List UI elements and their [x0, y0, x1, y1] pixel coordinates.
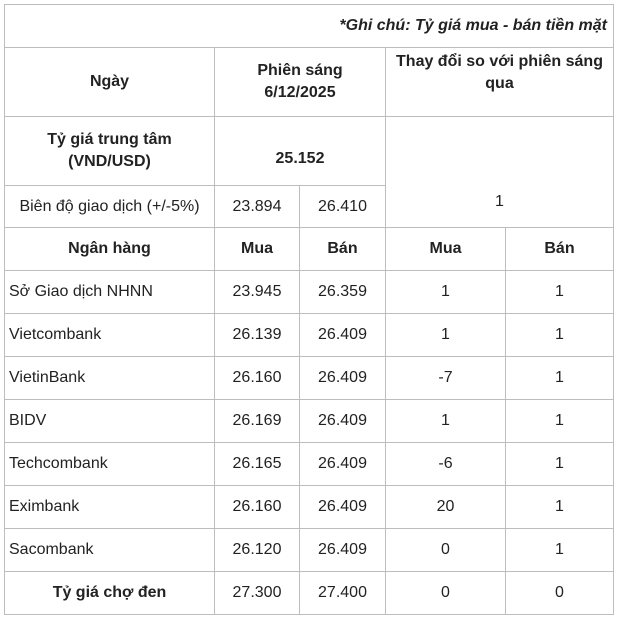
sell-rate: 26.359	[300, 271, 386, 314]
sell-change: 1	[506, 271, 614, 314]
bank-name: VietinBank	[5, 357, 215, 400]
buy-rate: 26.169	[215, 400, 300, 443]
bank-name: Techcombank	[5, 443, 215, 486]
change-sell-column-header: Bán	[506, 228, 614, 271]
buy-rate: 26.160	[215, 357, 300, 400]
day-header: Ngày	[5, 48, 215, 117]
central-rate-label-line1: Tỷ giá trung tâm	[47, 131, 172, 148]
sell-rate: 26.409	[300, 357, 386, 400]
buy-rate: 26.139	[215, 314, 300, 357]
session-header	[215, 48, 386, 117]
buy-rate: 23.945	[215, 271, 300, 314]
buy-change: 1	[386, 314, 506, 357]
black-market-label: Tỷ giá chợ đen	[5, 572, 215, 615]
cash-rate-note: *Ghi chú: Tỷ giá mua - bán tiền mặt	[5, 5, 614, 48]
sell-change: 1	[506, 357, 614, 400]
black-market-sell: 27.400	[300, 572, 386, 615]
session-date: 6/12/2025	[264, 84, 336, 101]
sell-rate: 26.409	[300, 529, 386, 572]
sell-rate: 26.409	[300, 314, 386, 357]
table-row	[5, 271, 614, 314]
bank-name: Sở Giao dịch NHNN	[5, 271, 215, 314]
buy-change: -6	[386, 443, 506, 486]
central-rate-label	[5, 117, 215, 186]
sell-rate: 26.409	[300, 400, 386, 443]
central-rate-row	[5, 117, 614, 186]
table-row	[5, 314, 614, 357]
black-market-buy-change: 0	[386, 572, 506, 615]
bank-column-header: Ngân hàng	[5, 228, 215, 271]
sell-column-header: Bán	[300, 228, 386, 271]
buy-change: 0	[386, 529, 506, 572]
buy-rate: 26.120	[215, 529, 300, 572]
sell-change: 1	[506, 486, 614, 529]
bank-name: BIDV	[5, 400, 215, 443]
table-row	[5, 443, 614, 486]
band-change-value: 1	[386, 117, 614, 228]
central-rate-label-line2: (VND/USD)	[68, 153, 151, 170]
table-row	[5, 486, 614, 529]
buy-rate: 26.165	[215, 443, 300, 486]
sell-change: 1	[506, 314, 614, 357]
buy-change: 1	[386, 400, 506, 443]
exchange-rate-table	[4, 4, 614, 615]
note-row	[5, 5, 614, 48]
session-label: Phiên sáng	[257, 62, 343, 79]
black-market-row	[5, 572, 614, 615]
buy-rate: 26.160	[215, 486, 300, 529]
bank-name: Vietcombank	[5, 314, 215, 357]
bank-name: Sacombank	[5, 529, 215, 572]
sell-rate: 26.409	[300, 486, 386, 529]
buy-column-header: Mua	[215, 228, 300, 271]
sell-change: 1	[506, 443, 614, 486]
table-row	[5, 400, 614, 443]
column-header-row	[5, 228, 614, 271]
central-rate-value: 25.152	[215, 117, 386, 186]
sell-rate: 26.409	[300, 443, 386, 486]
band-buy: 23.894	[215, 186, 300, 228]
buy-change: 20	[386, 486, 506, 529]
change-header: Thay đổi so với phiên sáng qua	[386, 48, 614, 117]
black-market-buy: 27.300	[215, 572, 300, 615]
black-market-sell-change: 0	[506, 572, 614, 615]
buy-change: 1	[386, 271, 506, 314]
sell-change: 1	[506, 529, 614, 572]
sell-change: 1	[506, 400, 614, 443]
header-row	[5, 48, 614, 117]
bank-name: Eximbank	[5, 486, 215, 529]
band-label: Biên độ giao dịch (+/-5%)	[5, 186, 215, 228]
change-buy-column-header: Mua	[386, 228, 506, 271]
band-sell: 26.410	[300, 186, 386, 228]
table-row	[5, 357, 614, 400]
table-row	[5, 529, 614, 572]
buy-change: -7	[386, 357, 506, 400]
